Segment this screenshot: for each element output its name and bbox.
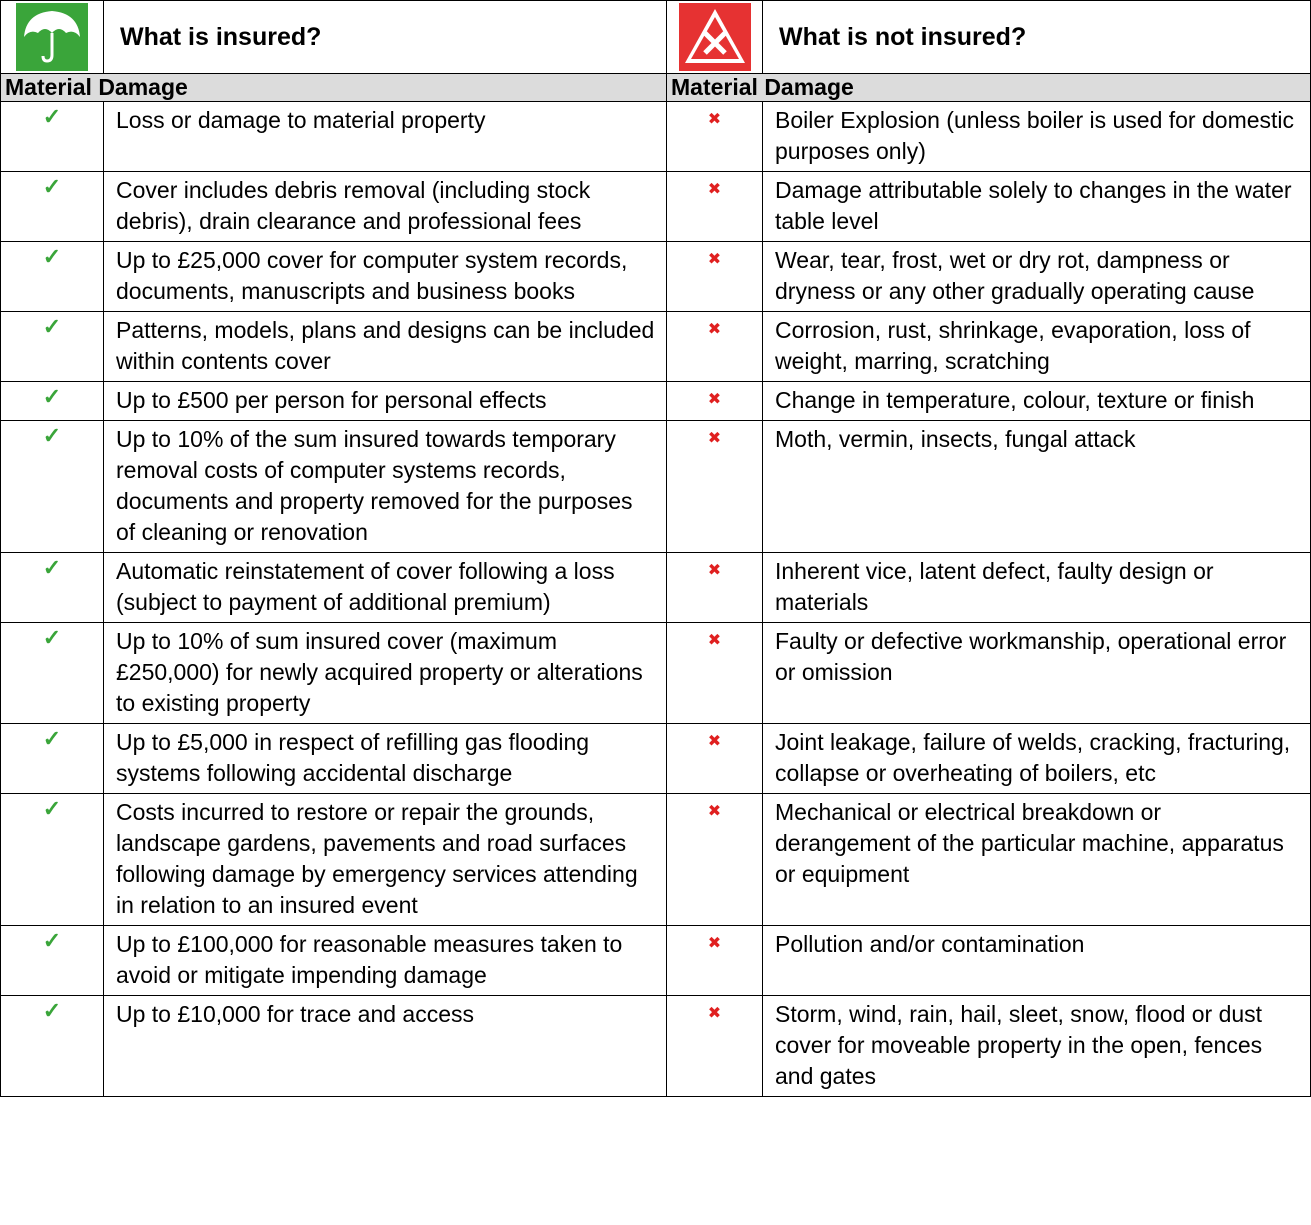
insured-title: What is insured?: [104, 1, 667, 74]
cross-icon: ✖: [707, 733, 722, 750]
cross-icon: ✖: [707, 935, 722, 952]
insured-item: Loss or damage to material property: [104, 102, 667, 172]
check-cell: [1, 102, 104, 172]
check-cell: [1, 312, 104, 382]
check-cell: [1, 553, 104, 623]
cross-icon: ✖: [707, 803, 722, 820]
check-cell: [1, 794, 104, 926]
cross-cell: [667, 102, 763, 172]
table-row: [1, 421, 1311, 553]
check-cell: [1, 996, 104, 1097]
check-icon: ✓: [42, 104, 62, 129]
insured-item: Up to £10,000 for trace and access: [104, 996, 667, 1097]
not-insured-item: Storm, wind, rain, hail, sleet, snow, flood or dust cover for moveable property in the open, fences and gates: [763, 996, 1311, 1097]
check-icon: ✓: [42, 384, 62, 409]
cross-cell: [667, 172, 763, 242]
not-insured-item: Joint leakage, failure of welds, cracking, fracturing, collapse or overheating of boilers, etc: [763, 724, 1311, 794]
not-insured-title: What is not insured?: [763, 1, 1311, 74]
not-insured-item: Corrosion, rust, shrinkage, evaporation, loss of weight, marring, scratching: [763, 312, 1311, 382]
cross-cell: [667, 996, 763, 1097]
check-icon: ✓: [42, 726, 62, 751]
not-insured-item: Faulty or defective workmanship, operational error or omission: [763, 623, 1311, 724]
cross-cell: [667, 794, 763, 926]
check-icon: ✓: [42, 314, 62, 339]
section-row: [1, 74, 1311, 102]
check-icon: ✓: [42, 625, 62, 650]
not-insured-item: Change in temperature, colour, texture or finish: [763, 382, 1311, 421]
table-row: [1, 102, 1311, 172]
cross-cell: [667, 421, 763, 553]
insured-item: Cover includes debris removal (including stock debris), drain clearance and professional fees: [104, 172, 667, 242]
insured-item: Up to £100,000 for reasonable measures taken to avoid or mitigate impending damage: [104, 926, 667, 996]
cross-icon: ✖: [707, 321, 722, 338]
insured-item: Costs incurred to restore or repair the grounds, landscape gardens, pavements and road surfaces following damage by emergency services attending in relation to an insured event: [104, 794, 667, 926]
table-row: [1, 724, 1311, 794]
insured-item: Up to £5,000 in respect of refilling gas flooding systems following accidental discharge: [104, 724, 667, 794]
not-insured-section-heading: Material Damage: [667, 74, 1311, 102]
check-cell: [1, 421, 104, 553]
table-row: [1, 242, 1311, 312]
insured-icon-cell: [1, 1, 104, 74]
check-icon: ✓: [42, 174, 62, 199]
check-icon: ✓: [42, 796, 62, 821]
cross-icon: ✖: [707, 251, 722, 268]
insured-item: Up to 10% of sum insured cover (maximum £250,000) for newly acquired property or alterations to existing property: [104, 623, 667, 724]
cross-icon: ✖: [707, 111, 722, 128]
check-icon: ✓: [42, 423, 62, 448]
not-insured-icon-cell: [667, 1, 763, 74]
cross-cell: [667, 312, 763, 382]
table-row: [1, 794, 1311, 926]
check-icon: ✓: [42, 928, 62, 953]
table-row: [1, 926, 1311, 996]
insured-item: Up to £25,000 cover for computer system records, documents, manuscripts and business books: [104, 242, 667, 312]
cross-cell: [667, 623, 763, 724]
cross-icon: ✖: [707, 1005, 722, 1022]
not-insured-item: Mechanical or electrical breakdown or derangement of the particular machine, apparatus or equipment: [763, 794, 1311, 926]
not-insured-item: Inherent vice, latent defect, faulty design or materials: [763, 553, 1311, 623]
insured-item: Automatic reinstatement of cover following a loss (subject to payment of additional premium): [104, 553, 667, 623]
check-cell: [1, 382, 104, 421]
check-icon: ✓: [42, 998, 62, 1023]
cross-icon: ✖: [707, 632, 722, 649]
warning-cross-icon: [679, 3, 751, 71]
table-row: [1, 312, 1311, 382]
not-insured-item: Pollution and/or contamination: [763, 926, 1311, 996]
check-cell: [1, 623, 104, 724]
not-insured-item: Wear, tear, frost, wet or dry rot, dampness or dryness or any other gradually operating cause: [763, 242, 1311, 312]
not-insured-item: Boiler Explosion (unless boiler is used for domestic purposes only): [763, 102, 1311, 172]
table-row: [1, 172, 1311, 242]
cross-cell: [667, 926, 763, 996]
not-insured-item: Damage attributable solely to changes in the water table level: [763, 172, 1311, 242]
cross-icon: ✖: [707, 391, 722, 408]
insured-item: Up to £500 per person for personal effects: [104, 382, 667, 421]
table-row: [1, 382, 1311, 421]
cross-cell: [667, 724, 763, 794]
check-cell: [1, 242, 104, 312]
check-icon: ✓: [42, 555, 62, 580]
cross-cell: [667, 382, 763, 421]
insured-item: Patterns, models, plans and designs can be included within contents cover: [104, 312, 667, 382]
umbrella-icon: [16, 3, 88, 71]
check-cell: [1, 172, 104, 242]
insured-item: Up to 10% of the sum insured towards temporary removal costs of computer systems records, documents and property removed for the purposes of cleaning or renovation: [104, 421, 667, 553]
check-cell: [1, 724, 104, 794]
insured-section-heading: Material Damage: [1, 74, 667, 102]
cross-icon: ✖: [707, 181, 722, 198]
not-insured-item: Moth, vermin, insects, fungal attack: [763, 421, 1311, 553]
table-row: [1, 623, 1311, 724]
table-row: [1, 553, 1311, 623]
check-icon: ✓: [42, 244, 62, 269]
cross-icon: ✖: [707, 430, 722, 447]
cross-cell: [667, 553, 763, 623]
header-row: [1, 1, 1311, 74]
cross-icon: ✖: [707, 562, 722, 579]
table-row: [1, 996, 1311, 1097]
cross-cell: [667, 242, 763, 312]
check-cell: [1, 926, 104, 996]
